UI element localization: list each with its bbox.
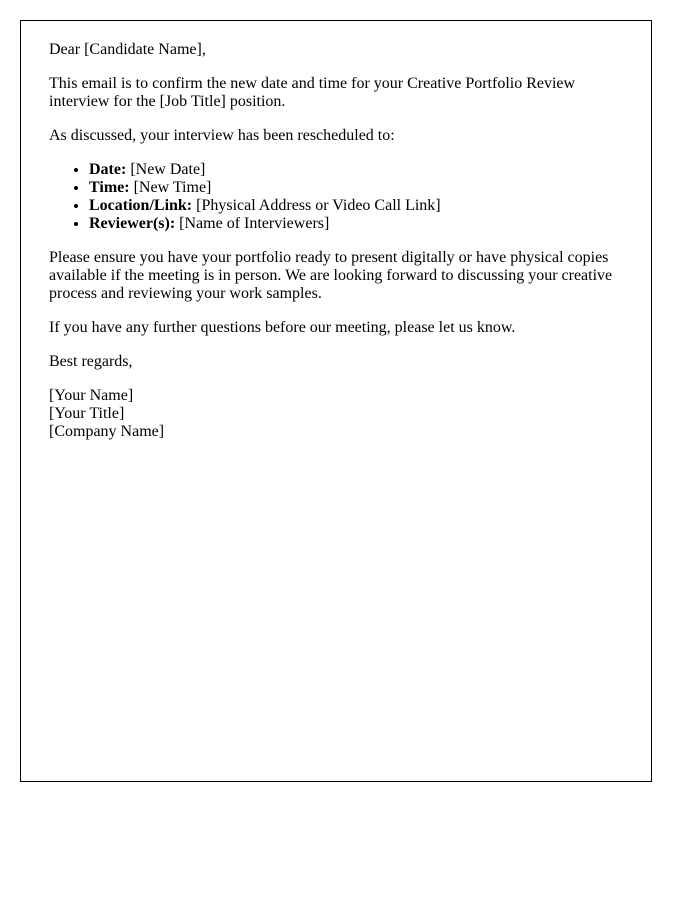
detail-value: [New Date] xyxy=(126,161,206,178)
detail-time xyxy=(89,179,651,197)
detail-value: [Physical Address or Video Call Link] xyxy=(192,197,441,214)
letter-body xyxy=(20,20,652,782)
detail-label: Date: xyxy=(89,161,127,178)
detail-value: [Name of Interviewers] xyxy=(175,215,330,232)
instructions-paragraph: Please ensure you have your portfolio ready to present digitally or have physical copies available if the meeting is in person. We are looking forward to discussing your creative process and reviewing your work samples. xyxy=(49,249,613,302)
signature-name: [Your Name] xyxy=(49,387,134,404)
closing: Best regards, xyxy=(49,353,133,370)
detail-value: [New Time] xyxy=(129,179,212,196)
detail-reviewers xyxy=(89,215,651,233)
questions-paragraph: If you have any further questions before our meeting, please let us know. xyxy=(49,319,516,336)
intro-paragraph: This email is to confirm the new date and time for your Creative Portfolio Review interview for the [Job Title] position. xyxy=(49,75,576,110)
signature-block xyxy=(49,387,629,441)
greeting: Dear [Candidate Name], xyxy=(49,41,206,58)
signature-title: [Your Title] xyxy=(49,405,125,422)
detail-date xyxy=(89,161,651,179)
signature-company: [Company Name] xyxy=(49,423,165,440)
detail-location xyxy=(89,197,651,215)
lead-in-paragraph: As discussed, your interview has been rescheduled to: xyxy=(49,127,395,144)
detail-label: Reviewer(s): xyxy=(89,215,176,232)
interview-details-list xyxy=(49,161,651,233)
detail-label: Time: xyxy=(89,179,130,196)
detail-label: Location/Link: xyxy=(89,197,193,214)
